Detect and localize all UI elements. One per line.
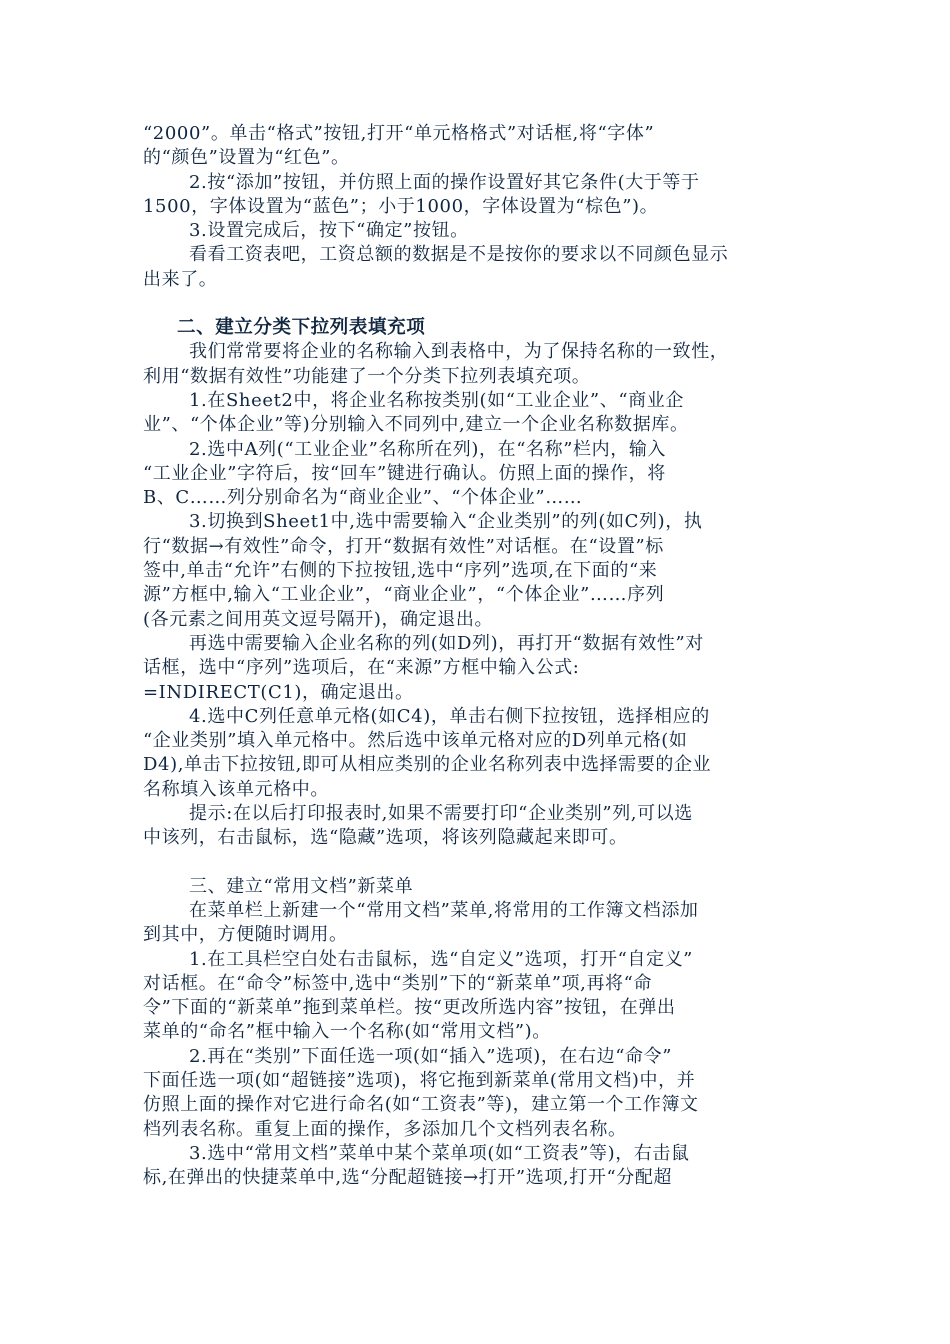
text-line: 2.选中A列(“工业企业”名称所在列)，在“名称”栏内，输入 xyxy=(189,438,667,460)
text-line: D4),单击下拉按钮,即可从相应类别的企业名称列表中选择需要的企业 xyxy=(143,754,712,776)
text-line: =INDIRECT(C1)，确定退出。 xyxy=(143,681,414,703)
text-line: 3.选中“常用文档”菜单中某个菜单项(如“工资表”等)，右击鼠 xyxy=(189,1142,690,1164)
text-line: 2.按“添加”按钮，并仿照上面的操作设置好其它条件(大于等于 xyxy=(189,171,700,193)
text-line: B、C……列分别命名为“商业企业”、“个体企业”…… xyxy=(143,487,583,509)
text-line: 到其中，方便随时调用。 xyxy=(143,924,348,946)
text-line: 出来了。 xyxy=(143,268,218,290)
text-line: 4.选中C列任意单元格(如C4)，单击右侧下拉按钮，选择相应的 xyxy=(189,705,710,727)
text-line: 1.在工具栏空白处右击鼠标，选“自定义”选项，打开“自定义” xyxy=(189,948,693,970)
text-line: 仿照上面的操作对它进行命名(如“工资表”等)，建立第一个工作簿文 xyxy=(143,1094,699,1116)
text-line: 3.设置完成后，按下“确定”按钮。 xyxy=(189,220,469,242)
text-line: 利用“数据有效性”功能建了一个分类下拉列表填充项。 xyxy=(143,365,591,387)
text-line: 行“数据→有效性”命令，打开“数据有效性”对话框。在“设置”标 xyxy=(143,535,664,557)
section-gap xyxy=(143,292,811,316)
text-line: 下面任选一项(如“超链接”选项)，将它拖到新菜单(常用文档)中，并 xyxy=(143,1069,696,1091)
text-line: 我们常常要将企业的名称输入到表格中，为了保持名称的一致性， xyxy=(189,341,729,363)
text-line: 再选中需要输入企业名称的列(如D列)，再打开“数据有效性”对 xyxy=(189,632,704,654)
text-line: 菜单的“命名”框中输入一个名称(如“常用文档”)。 xyxy=(143,1021,551,1043)
section-heading: 二、建立分类下拉列表填充项 xyxy=(177,317,426,339)
text-line: 对话框。在“命令”标签中,选中“类别”下的“新菜单”项,再将“命 xyxy=(143,972,653,994)
text-line: “2000”。单击“格式”按钮,打开“单元格格式”对话框,将“字体” xyxy=(143,123,655,144)
text-line: “企业类别”填入单元格中。然后选中该单元格对应的D列单元格(如 xyxy=(143,730,688,752)
text-line: (各元素之间用英文逗号隔开)，确定退出。 xyxy=(143,608,494,630)
text-line: 1.在Sheet2中，将企业名称按类别(如“工业企业”、“商业企 xyxy=(189,389,684,411)
text-line: 业”、“个体企业”等)分别输入不同列中,建立一个企业名称数据库。 xyxy=(143,414,689,436)
text-line: 档列表名称。重复上面的操作，多添加几个文档列表名称。 xyxy=(143,1118,627,1140)
text-line: 2.再在“类别”下面任选一项(如“插入”选项)，在右边“命令” xyxy=(189,1045,673,1067)
text-line: 看看工资表吧，工资总额的数据是不是按你的要求以不同颜色显示 xyxy=(189,244,729,266)
text-line: 名称填入该单元格中。 xyxy=(143,778,329,800)
section-heading: 三、建立“常用文档”新菜单 xyxy=(189,875,414,897)
text-line: 1500，字体设置为“蓝色”；小于1000，字体设置为“棕色”)。 xyxy=(143,195,659,217)
text-line: 的“颜色”设置为“红色”。 xyxy=(143,147,350,169)
text-line: 在菜单栏上新建一个“常用文档”菜单,将常用的工作簿文档添加 xyxy=(189,899,699,921)
text-line: 中该列，右击鼠标，选“隐藏”选项，将该列隐藏起来即可。 xyxy=(143,827,628,849)
text-line: 签中,单击“允许”右侧的下拉按钮,选中“序列”选项,在下面的“来 xyxy=(143,560,658,582)
text-line: 提示:在以后打印报表时,如果不需要打印“企业类别”列,可以选 xyxy=(189,803,693,825)
text-line: 令”下面的“新菜单”拖到菜单栏。按“更改所选内容”按钮，在弹出 xyxy=(143,997,676,1019)
text-line: 3.切换到Sheet1中,选中需要输入“企业类别”的列(如C列)，执 xyxy=(189,511,703,533)
text-line: “工业企业”字符后，按“回车”键进行确认。仿照上面的操作，将 xyxy=(143,462,666,484)
text-line: 源”方框中,输入“工业企业”，“商业企业”，“个体企业”……序列 xyxy=(143,584,665,606)
text-line: 话框，选中“序列”选项后，在“来源”方框中输入公式: xyxy=(143,657,580,679)
section-gap xyxy=(143,851,811,875)
text-line: 标,在弹出的快捷菜单中,选“分配超链接→打开”选项,打开“分配超 xyxy=(143,1167,673,1189)
document-page xyxy=(143,122,811,1190)
